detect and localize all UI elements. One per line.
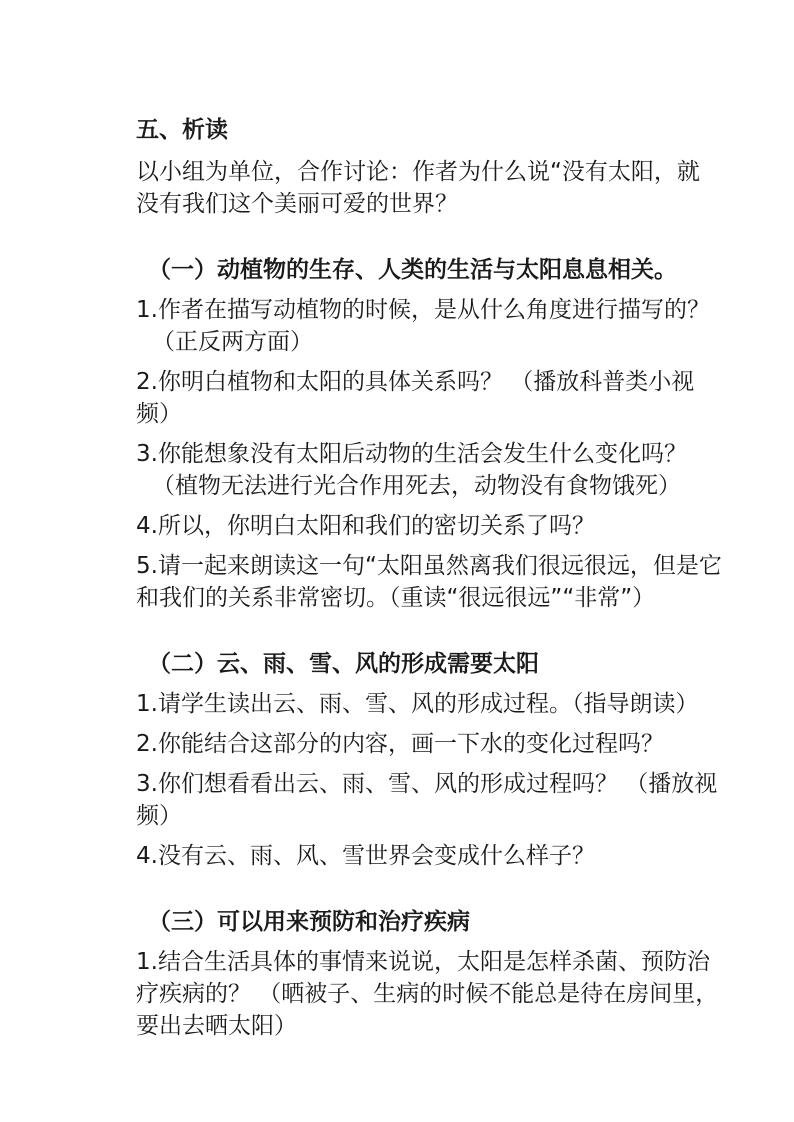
intro-line-1: 以小组为单位，合作讨论：作者为什么说“没有太阳，就 [136, 159, 700, 185]
group-2-item-1-line-1: 1.请学生读出云、雨、雪、风的形成过程。（指导朗读） [136, 691, 699, 717]
section-title: 五、析读 [136, 117, 228, 143]
group-2-heading: （二）云、雨、雪、风的形成需要太阳 [148, 651, 539, 677]
group-2-item-4-line-1: 4.没有云、雨、风、雪世界会变成什么样子？ [136, 843, 595, 869]
group-2-item-2-line-1: 2.你能结合这部分的内容，画一下水的变化过程吗？ [136, 731, 664, 757]
group-1-item-1-line-1: 1.作者在描写动植物的时候，是从什么角度进行描写的？ [136, 297, 710, 323]
group-3-item-1-line-2: 疗疾病的？ （晒被子、生病的时候不能总是待在房间里， [136, 981, 719, 1007]
group-1-item-3-line-2: （植物无法进行光合作用死去，动物没有食物饿死） [152, 473, 681, 499]
group-2-item-3-line-2: 频） [136, 803, 182, 829]
group-1-item-5-line-2: 和我们的关系非常密切。（重读“很远很远”“非常”） [136, 585, 656, 611]
group-3-item-1-line-1: 1.结合生活具体的事情来说说，太阳是怎样杀菌、预防治 [136, 949, 710, 975]
group-2-item-3-line-1: 3.你们想看看出云、雨、雪、风的形成过程吗？ （播放视 [136, 771, 718, 797]
intro-line-2: 没有我们这个美丽可爱的世界？ [136, 191, 458, 217]
group-1-item-3-line-1: 3.你能想象没有太阳后动物的生活会发生什么变化吗？ [136, 441, 687, 467]
group-1-item-2-line-2: 频） [136, 401, 182, 427]
group-1-item-2-line-1: 2.你明白植物和太阳的具体关系吗？ （播放科普类小视 [136, 369, 695, 395]
group-1-item-1-line-2: （正反两方面） [152, 329, 313, 355]
group-1-item-5-line-1: 5.请一起来朗读这一句“太阳虽然离我们很远很远，但是它 [136, 553, 722, 579]
group-1-item-4-line-1: 4.所以，你明白太阳和我们的密切关系了吗？ [136, 513, 595, 539]
group-3-heading: （三）可以用来预防和治疗疾病 [148, 909, 470, 935]
group-3-item-1-line-3: 要出去晒太阳） [136, 1013, 297, 1039]
group-1-heading: （一）动植物的生存、人类的生活与太阳息息相关。 [148, 257, 677, 283]
